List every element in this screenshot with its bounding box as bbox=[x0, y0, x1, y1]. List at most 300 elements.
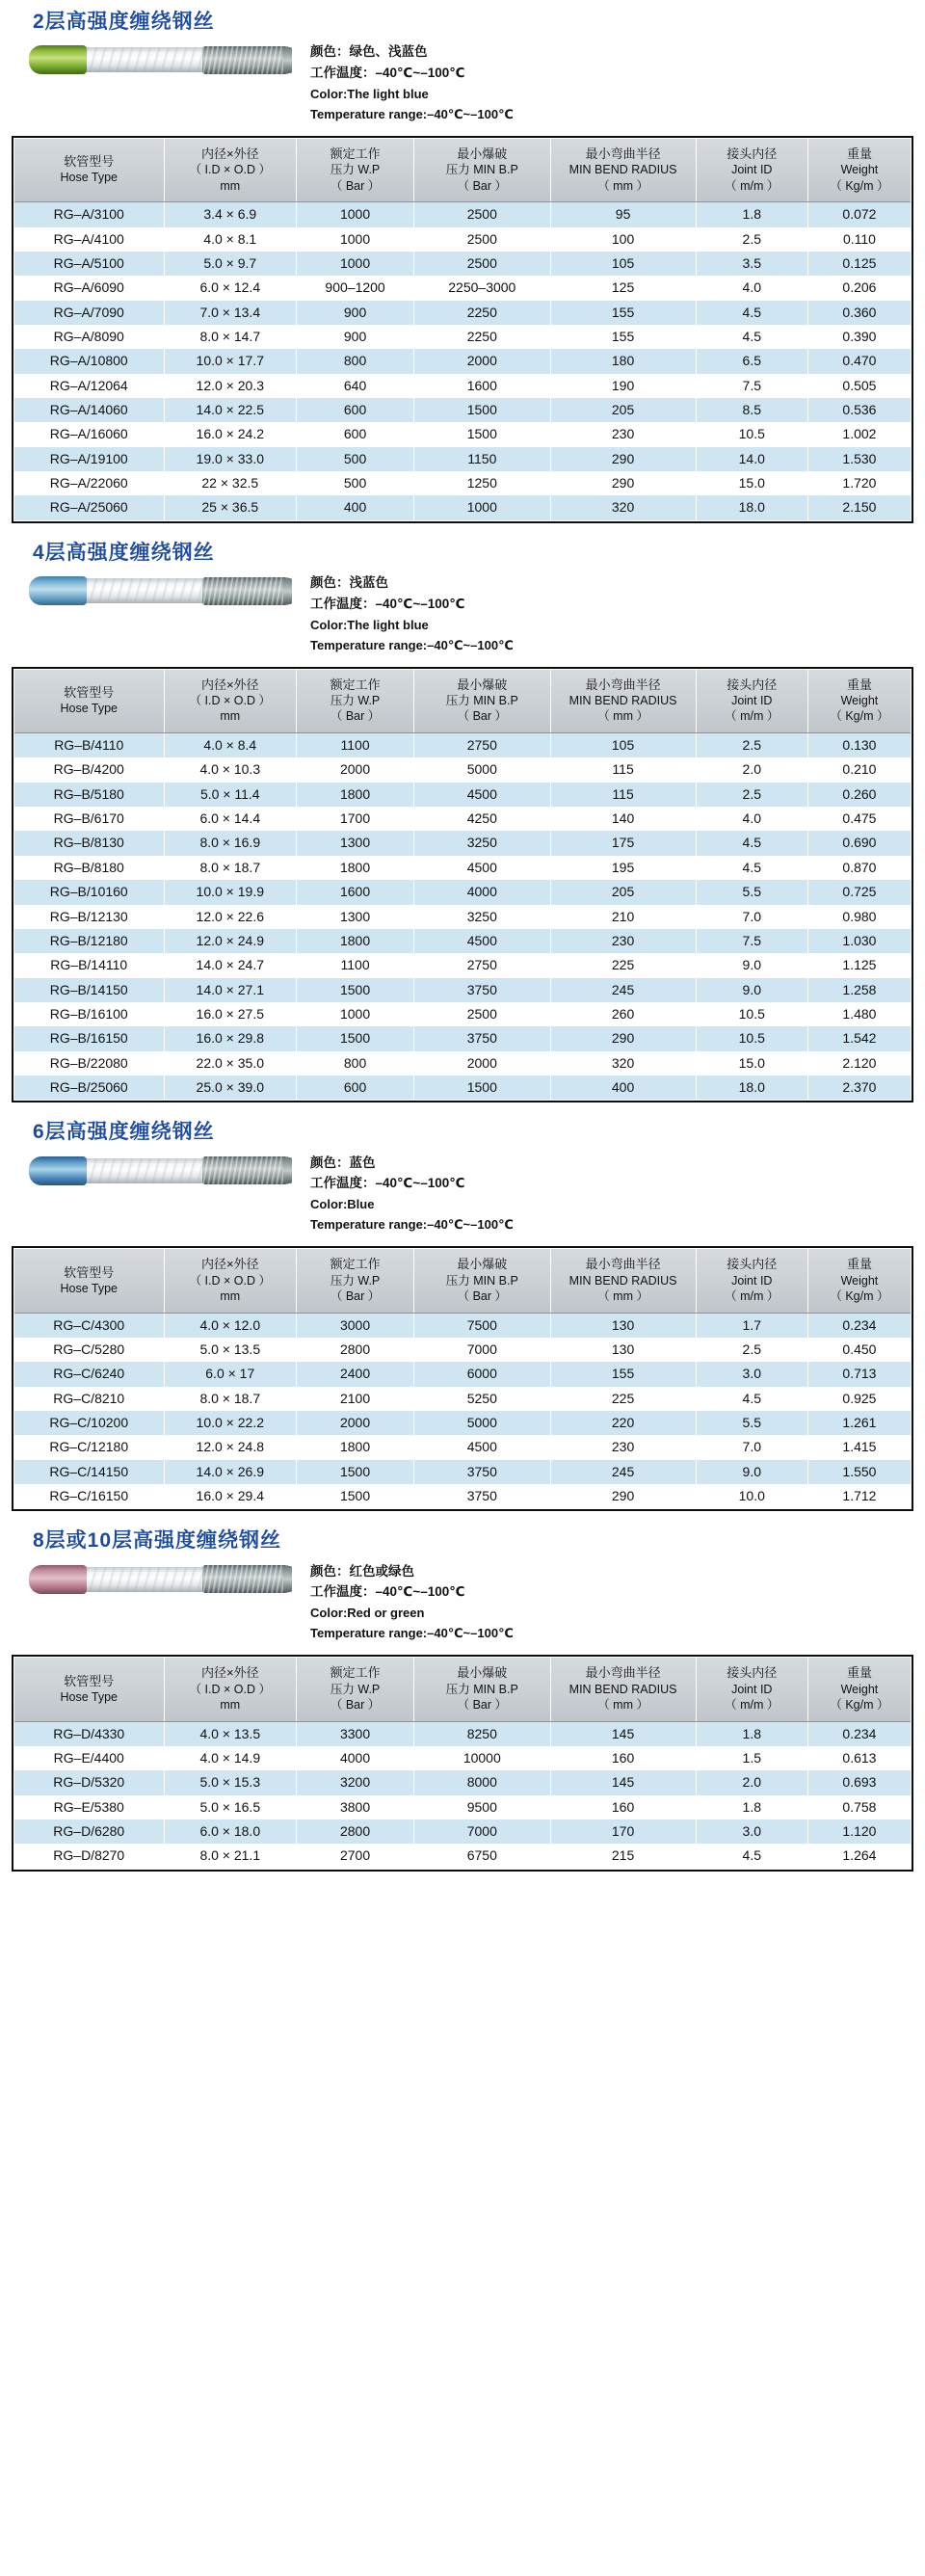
cell-value-6: 0.210 bbox=[807, 757, 911, 782]
cell-value-1: 5.0 × 11.4 bbox=[164, 783, 297, 807]
cell-hose-type: RG–D/6280 bbox=[14, 1819, 164, 1844]
cell-hose-type: RG–A/10800 bbox=[14, 349, 164, 373]
hose-image-wrap bbox=[12, 40, 301, 76]
hose-end-cap bbox=[29, 45, 87, 74]
column-header-5 bbox=[696, 1249, 807, 1313]
cell-value-6: 1.550 bbox=[807, 1460, 911, 1484]
cell-value-6: 1.415 bbox=[807, 1435, 911, 1459]
table-row bbox=[14, 1460, 911, 1484]
cell-value-2: 1000 bbox=[297, 202, 414, 227]
column-header-unit: （ Bar ） bbox=[330, 1698, 381, 1713]
column-header-cn: 额定工作 bbox=[330, 146, 381, 161]
column-header-unit: mm bbox=[220, 1698, 241, 1713]
hose-image-wrap bbox=[12, 1559, 301, 1596]
cell-value-6: 0.234 bbox=[807, 1313, 911, 1338]
cell-value-1: 12.0 × 20.3 bbox=[164, 374, 297, 398]
table-row bbox=[14, 831, 911, 855]
spec-table-frame bbox=[12, 667, 913, 1103]
cell-value-5: 1.8 bbox=[696, 1795, 807, 1819]
table-row bbox=[14, 374, 911, 398]
section-title: 2层高强度缠绕钢丝 bbox=[33, 11, 215, 33]
cell-value-2: 3200 bbox=[297, 1770, 414, 1794]
spec-temp-cn: 工作温度：–40℃~–100℃ bbox=[310, 66, 465, 81]
cell-value-3: 2250–3000 bbox=[414, 276, 550, 300]
cell-value-6: 1.261 bbox=[807, 1411, 911, 1435]
column-header-en: 压力 MIN B.P bbox=[445, 1682, 518, 1696]
cell-value-2: 3000 bbox=[297, 1313, 414, 1338]
cell-value-4: 320 bbox=[550, 1051, 696, 1076]
column-header-unit: （ Bar ） bbox=[330, 178, 381, 193]
cell-hose-type: RG–B/16150 bbox=[14, 1026, 164, 1050]
cell-value-4: 290 bbox=[550, 447, 696, 471]
spec-color-en: Color:The light blue bbox=[310, 617, 429, 632]
table-row bbox=[14, 1435, 911, 1459]
spec-color-en: Color:Blue bbox=[310, 1197, 375, 1212]
cell-hose-type: RG–D/5320 bbox=[14, 1770, 164, 1794]
cell-value-2: 3800 bbox=[297, 1795, 414, 1819]
cell-value-1: 4.0 × 12.0 bbox=[164, 1313, 297, 1338]
cell-value-3: 4500 bbox=[414, 1435, 550, 1459]
cell-value-5: 4.5 bbox=[696, 1844, 807, 1868]
spec-color-en: Color:Red or green bbox=[310, 1606, 425, 1621]
cell-value-1: 8.0 × 14.7 bbox=[164, 325, 297, 349]
spec-table bbox=[14, 139, 911, 520]
column-header-en: Weight bbox=[840, 163, 879, 177]
cell-hose-type: RG–C/12180 bbox=[14, 1435, 164, 1459]
column-header-en: （ I.D × O.D ） bbox=[189, 693, 271, 707]
cell-value-6: 0.505 bbox=[807, 374, 911, 398]
cell-value-3: 4250 bbox=[414, 807, 550, 831]
cell-value-2: 1000 bbox=[297, 227, 414, 252]
cell-value-4: 225 bbox=[550, 953, 696, 977]
spec-table bbox=[14, 670, 911, 1101]
cell-hose-type: RG–C/16150 bbox=[14, 1484, 164, 1508]
cell-value-4: 105 bbox=[550, 252, 696, 276]
column-header-unit: （ Bar ） bbox=[457, 178, 507, 193]
cell-hose-type: RG–B/10160 bbox=[14, 880, 164, 904]
cell-value-1: 5.0 × 9.7 bbox=[164, 252, 297, 276]
table-row bbox=[14, 953, 911, 977]
cell-value-1: 16.0 × 29.4 bbox=[164, 1484, 297, 1508]
column-header-cn: 最小弯曲半径 bbox=[585, 1257, 661, 1272]
cell-hose-type: RG–B/14150 bbox=[14, 978, 164, 1002]
cell-value-2: 1800 bbox=[297, 929, 414, 953]
cell-hose-type: RG–D/8270 bbox=[14, 1844, 164, 1868]
cell-value-2: 1100 bbox=[297, 732, 414, 757]
cell-value-1: 4.0 × 14.9 bbox=[164, 1746, 297, 1770]
column-header-cn: 内径×外径 bbox=[200, 677, 259, 692]
cell-value-4: 130 bbox=[550, 1313, 696, 1338]
column-header-cn: 重量 bbox=[846, 1257, 872, 1272]
table-row bbox=[14, 1051, 911, 1076]
column-header-cn: 软管型号 bbox=[64, 1264, 115, 1280]
spec-table-frame bbox=[12, 1246, 913, 1511]
cell-value-1: 25.0 × 39.0 bbox=[164, 1076, 297, 1100]
column-header-cn: 内径×外径 bbox=[200, 1665, 259, 1681]
section-header-block bbox=[12, 1559, 913, 1650]
cell-value-3: 1500 bbox=[414, 1076, 550, 1100]
table-header-row bbox=[14, 139, 911, 202]
hose-image-wrap bbox=[12, 571, 301, 607]
cell-hose-type: RG–B/6170 bbox=[14, 807, 164, 831]
cell-value-3: 3250 bbox=[414, 831, 550, 855]
table-row bbox=[14, 1411, 911, 1435]
table-row bbox=[14, 1746, 911, 1770]
cell-hose-type: RG–D/4330 bbox=[14, 1721, 164, 1746]
cell-value-4: 215 bbox=[550, 1844, 696, 1868]
table-row bbox=[14, 807, 911, 831]
table-row bbox=[14, 1338, 911, 1362]
cell-value-3: 2750 bbox=[414, 732, 550, 757]
column-header-en: （ I.D × O.D ） bbox=[189, 1682, 271, 1696]
cell-value-2: 800 bbox=[297, 1051, 414, 1076]
column-header-en: Hose Type bbox=[60, 171, 119, 185]
cell-value-6: 0.390 bbox=[807, 325, 911, 349]
spec-table bbox=[14, 1249, 911, 1508]
cell-value-4: 125 bbox=[550, 276, 696, 300]
cell-value-6: 1.030 bbox=[807, 929, 911, 953]
hose-braid-body bbox=[81, 1158, 210, 1183]
cell-value-4: 230 bbox=[550, 422, 696, 446]
cell-value-2: 1500 bbox=[297, 1484, 414, 1508]
table-row bbox=[14, 1819, 911, 1844]
table-row bbox=[14, 1844, 911, 1868]
cell-value-4: 180 bbox=[550, 349, 696, 373]
cell-value-6: 0.475 bbox=[807, 807, 911, 831]
cell-value-5: 14.0 bbox=[696, 447, 807, 471]
spec-table-frame bbox=[12, 1655, 913, 1871]
column-header-unit: （ mm ） bbox=[597, 178, 648, 193]
cell-value-1: 8.0 × 21.1 bbox=[164, 1844, 297, 1868]
cell-value-6: 1.002 bbox=[807, 422, 911, 446]
cell-value-1: 14.0 × 22.5 bbox=[164, 398, 297, 422]
cell-value-4: 320 bbox=[550, 495, 696, 519]
column-header-unit: （ m/m ） bbox=[725, 709, 780, 724]
cell-value-2: 2000 bbox=[297, 1411, 414, 1435]
cell-value-1: 10.0 × 22.2 bbox=[164, 1411, 297, 1435]
table-row bbox=[14, 1002, 911, 1026]
cell-value-6: 2.120 bbox=[807, 1051, 911, 1076]
table-row bbox=[14, 1313, 911, 1338]
cell-hose-type: RG–B/22080 bbox=[14, 1051, 164, 1076]
cell-value-5: 15.0 bbox=[696, 471, 807, 495]
hose-illustration bbox=[29, 574, 291, 607]
cell-value-5: 3.0 bbox=[696, 1362, 807, 1386]
cell-value-2: 500 bbox=[297, 447, 414, 471]
cell-value-3: 1500 bbox=[414, 422, 550, 446]
column-header-en: 压力 MIN B.P bbox=[445, 1273, 518, 1288]
column-header-0 bbox=[14, 1249, 164, 1313]
table-row bbox=[14, 202, 911, 227]
cell-value-6: 0.613 bbox=[807, 1746, 911, 1770]
table-row bbox=[14, 227, 911, 252]
cell-value-5: 7.5 bbox=[696, 374, 807, 398]
cell-value-4: 140 bbox=[550, 807, 696, 831]
cell-value-1: 22 × 32.5 bbox=[164, 471, 297, 495]
column-header-unit: mm bbox=[220, 1289, 241, 1304]
cell-value-2: 1500 bbox=[297, 1460, 414, 1484]
column-header-en: 压力 W.P bbox=[330, 693, 381, 707]
column-header-cn: 内径×外径 bbox=[200, 146, 259, 161]
column-header-unit: （ mm ） bbox=[597, 1698, 648, 1713]
cell-value-4: 100 bbox=[550, 227, 696, 252]
table-row bbox=[14, 495, 911, 519]
cell-value-2: 3300 bbox=[297, 1721, 414, 1746]
cell-value-6: 0.536 bbox=[807, 398, 911, 422]
spec-color-en: Color:The light blue bbox=[310, 86, 429, 101]
cell-value-5: 7.5 bbox=[696, 929, 807, 953]
cell-value-6: 2.370 bbox=[807, 1076, 911, 1100]
hose-illustration bbox=[29, 1155, 291, 1187]
cell-value-4: 225 bbox=[550, 1387, 696, 1411]
column-header-en: Hose Type bbox=[60, 702, 119, 716]
cell-value-4: 155 bbox=[550, 325, 696, 349]
table-row bbox=[14, 929, 911, 953]
column-header-unit: mm bbox=[220, 178, 241, 193]
cell-value-4: 130 bbox=[550, 1338, 696, 1362]
cell-hose-type: RG–B/4110 bbox=[14, 732, 164, 757]
cell-value-2: 1000 bbox=[297, 252, 414, 276]
cell-value-2: 1300 bbox=[297, 905, 414, 929]
column-header-unit: （ mm ） bbox=[597, 1289, 648, 1304]
cell-value-1: 14.0 × 27.1 bbox=[164, 978, 297, 1002]
table-row bbox=[14, 422, 911, 446]
cell-value-4: 230 bbox=[550, 929, 696, 953]
cell-value-6: 0.360 bbox=[807, 301, 911, 325]
column-header-cn: 最小弯曲半径 bbox=[585, 1665, 661, 1681]
cell-value-4: 290 bbox=[550, 1484, 696, 1508]
cell-hose-type: RG–C/14150 bbox=[14, 1460, 164, 1484]
table-row bbox=[14, 1362, 911, 1386]
column-header-en: Joint ID bbox=[731, 1682, 773, 1696]
cell-value-3: 2500 bbox=[414, 227, 550, 252]
cell-value-6: 0.470 bbox=[807, 349, 911, 373]
cell-value-1: 16.0 × 27.5 bbox=[164, 1002, 297, 1026]
cell-value-4: 155 bbox=[550, 301, 696, 325]
column-header-unit: （ mm ） bbox=[597, 709, 648, 724]
column-header-1 bbox=[164, 670, 297, 733]
cell-value-5: 7.0 bbox=[696, 905, 807, 929]
cell-value-1: 5.0 × 15.3 bbox=[164, 1770, 297, 1794]
table-row bbox=[14, 1770, 911, 1794]
cell-value-5: 2.5 bbox=[696, 732, 807, 757]
cell-value-2: 1800 bbox=[297, 783, 414, 807]
column-header-cn: 最小爆破 bbox=[457, 1665, 508, 1681]
cell-value-4: 205 bbox=[550, 398, 696, 422]
cell-value-2: 1000 bbox=[297, 1002, 414, 1026]
spec-temp-en: Temperature range:–40℃~–100℃ bbox=[310, 1626, 514, 1641]
cell-value-1: 12.0 × 22.6 bbox=[164, 905, 297, 929]
cell-value-4: 145 bbox=[550, 1721, 696, 1746]
cell-hose-type: RG–B/25060 bbox=[14, 1076, 164, 1100]
hose-image-wrap bbox=[12, 1151, 301, 1187]
table-row bbox=[14, 732, 911, 757]
cell-hose-type: RG–A/6090 bbox=[14, 276, 164, 300]
cell-hose-type: RG–E/4400 bbox=[14, 1746, 164, 1770]
column-header-cn: 最小爆破 bbox=[457, 1257, 508, 1272]
spec-temp-cn: 工作温度：–40℃~–100℃ bbox=[310, 1584, 465, 1600]
cell-hose-type: RG–A/7090 bbox=[14, 301, 164, 325]
table-row bbox=[14, 398, 911, 422]
cell-hose-type: RG–A/16060 bbox=[14, 422, 164, 446]
cell-hose-type: RG–B/8180 bbox=[14, 856, 164, 880]
cell-value-3: 3750 bbox=[414, 1026, 550, 1050]
column-header-3 bbox=[414, 1658, 550, 1721]
cell-value-1: 10.0 × 19.9 bbox=[164, 880, 297, 904]
cell-value-5: 15.0 bbox=[696, 1051, 807, 1076]
cell-value-2: 600 bbox=[297, 422, 414, 446]
cell-value-6: 1.125 bbox=[807, 953, 911, 977]
table-row bbox=[14, 1026, 911, 1050]
cell-value-3: 10000 bbox=[414, 1746, 550, 1770]
cell-hose-type: RG–A/12064 bbox=[14, 374, 164, 398]
cell-value-3: 7500 bbox=[414, 1313, 550, 1338]
hose-metal-ferrule bbox=[202, 577, 291, 605]
column-header-cn: 最小爆破 bbox=[457, 677, 508, 692]
cell-value-2: 800 bbox=[297, 349, 414, 373]
cell-value-3: 4500 bbox=[414, 929, 550, 953]
cell-hose-type: RG–B/14110 bbox=[14, 953, 164, 977]
cell-value-3: 8000 bbox=[414, 1770, 550, 1794]
column-header-4 bbox=[550, 670, 696, 733]
column-header-4 bbox=[550, 1249, 696, 1313]
hose-illustration bbox=[29, 1563, 291, 1596]
cell-value-6: 1.258 bbox=[807, 978, 911, 1002]
column-header-en: Joint ID bbox=[731, 163, 773, 177]
column-header-unit: （ Kg/m ） bbox=[830, 178, 889, 193]
table-row bbox=[14, 880, 911, 904]
cell-value-6: 1.120 bbox=[807, 1819, 911, 1844]
cell-value-1: 4.0 × 13.5 bbox=[164, 1721, 297, 1746]
cell-value-5: 18.0 bbox=[696, 495, 807, 519]
column-header-en: Weight bbox=[840, 1682, 879, 1696]
hose-braid-body bbox=[81, 1567, 210, 1592]
column-header-en: 压力 MIN B.P bbox=[445, 693, 518, 707]
table-header-row bbox=[14, 1249, 911, 1313]
cell-value-2: 400 bbox=[297, 495, 414, 519]
column-header-unit: （ Bar ） bbox=[457, 1698, 507, 1713]
cell-value-5: 5.5 bbox=[696, 880, 807, 904]
column-header-unit: （ Kg/m ） bbox=[830, 1698, 889, 1713]
hose-metal-ferrule bbox=[202, 1156, 291, 1184]
cell-value-1: 14.0 × 24.7 bbox=[164, 953, 297, 977]
cell-value-2: 600 bbox=[297, 398, 414, 422]
column-header-4 bbox=[550, 1658, 696, 1721]
cell-value-4: 160 bbox=[550, 1795, 696, 1819]
column-header-en: Hose Type bbox=[60, 1281, 119, 1295]
cell-value-2: 1700 bbox=[297, 807, 414, 831]
cell-value-4: 260 bbox=[550, 1002, 696, 1026]
cell-value-2: 1300 bbox=[297, 831, 414, 855]
column-header-en: 压力 W.P bbox=[330, 1273, 381, 1288]
cell-hose-type: RG–C/10200 bbox=[14, 1411, 164, 1435]
hose-section-3 bbox=[12, 1110, 913, 1511]
hose-section-2 bbox=[12, 531, 913, 1103]
column-header-unit: （ m/m ） bbox=[725, 1698, 780, 1713]
cell-value-6: 0.130 bbox=[807, 732, 911, 757]
table-row bbox=[14, 978, 911, 1002]
cell-value-2: 2000 bbox=[297, 757, 414, 782]
cell-value-1: 25 × 36.5 bbox=[164, 495, 297, 519]
cell-value-3: 5250 bbox=[414, 1387, 550, 1411]
cell-value-6: 0.980 bbox=[807, 905, 911, 929]
column-header-unit: （ Bar ） bbox=[330, 709, 381, 724]
table-row bbox=[14, 1795, 911, 1819]
cell-value-5: 9.0 bbox=[696, 1460, 807, 1484]
column-header-en: Joint ID bbox=[731, 1273, 773, 1288]
cell-value-5: 2.0 bbox=[696, 757, 807, 782]
column-header-cn: 内径×外径 bbox=[200, 1257, 259, 1272]
column-header-cn: 接头内径 bbox=[727, 146, 778, 161]
cell-value-5: 1.8 bbox=[696, 202, 807, 227]
column-header-cn: 额定工作 bbox=[330, 677, 381, 692]
hose-section-4 bbox=[12, 1519, 913, 1871]
column-header-6 bbox=[807, 1249, 911, 1313]
table-row bbox=[14, 1721, 911, 1746]
cell-value-3: 2000 bbox=[414, 349, 550, 373]
cell-hose-type: RG–A/25060 bbox=[14, 495, 164, 519]
cell-value-6: 1.480 bbox=[807, 1002, 911, 1026]
spec-text-block bbox=[310, 40, 913, 124]
cell-value-3: 1500 bbox=[414, 398, 550, 422]
cell-value-2: 1500 bbox=[297, 1026, 414, 1050]
cell-value-3: 6750 bbox=[414, 1844, 550, 1868]
cell-value-2: 640 bbox=[297, 374, 414, 398]
cell-value-4: 220 bbox=[550, 1411, 696, 1435]
spec-table bbox=[14, 1658, 911, 1868]
cell-value-1: 19.0 × 33.0 bbox=[164, 447, 297, 471]
cell-hose-type: RG–B/12130 bbox=[14, 905, 164, 929]
column-header-2 bbox=[297, 670, 414, 733]
cell-hose-type: RG–B/4200 bbox=[14, 757, 164, 782]
cell-value-3: 2500 bbox=[414, 202, 550, 227]
column-header-cn: 额定工作 bbox=[330, 1665, 381, 1681]
column-header-cn: 软管型号 bbox=[64, 685, 115, 701]
column-header-cn: 最小爆破 bbox=[457, 146, 508, 161]
table-row bbox=[14, 252, 911, 276]
cell-hose-type: RG–B/16100 bbox=[14, 1002, 164, 1026]
cell-value-4: 205 bbox=[550, 880, 696, 904]
cell-hose-type: RG–A/14060 bbox=[14, 398, 164, 422]
cell-value-3: 3750 bbox=[414, 1484, 550, 1508]
cell-value-5: 10.5 bbox=[696, 1026, 807, 1050]
column-header-cn: 接头内径 bbox=[727, 1257, 778, 1272]
cell-value-3: 2750 bbox=[414, 953, 550, 977]
cell-value-5: 7.0 bbox=[696, 1435, 807, 1459]
column-header-3 bbox=[414, 670, 550, 733]
table-row bbox=[14, 471, 911, 495]
table-header-row bbox=[14, 670, 911, 733]
cell-value-1: 4.0 × 8.1 bbox=[164, 227, 297, 252]
spec-temp-cn: 工作温度：–40℃~–100℃ bbox=[310, 1176, 465, 1191]
spec-text-block bbox=[310, 1151, 913, 1235]
cell-value-5: 4.5 bbox=[696, 301, 807, 325]
column-header-1 bbox=[164, 139, 297, 202]
cell-value-3: 2500 bbox=[414, 252, 550, 276]
cell-hose-type: RG–A/19100 bbox=[14, 447, 164, 471]
column-header-4 bbox=[550, 139, 696, 202]
column-header-en: 压力 MIN B.P bbox=[445, 163, 518, 177]
column-header-0 bbox=[14, 670, 164, 733]
section-header-block bbox=[12, 1151, 913, 1241]
hose-illustration bbox=[29, 43, 291, 76]
cell-value-2: 1500 bbox=[297, 978, 414, 1002]
column-header-unit: （ Bar ） bbox=[457, 709, 507, 724]
cell-value-5: 4.5 bbox=[696, 1387, 807, 1411]
column-header-cn: 接头内径 bbox=[727, 677, 778, 692]
cell-hose-type: RG–A/22060 bbox=[14, 471, 164, 495]
cell-value-2: 2800 bbox=[297, 1338, 414, 1362]
